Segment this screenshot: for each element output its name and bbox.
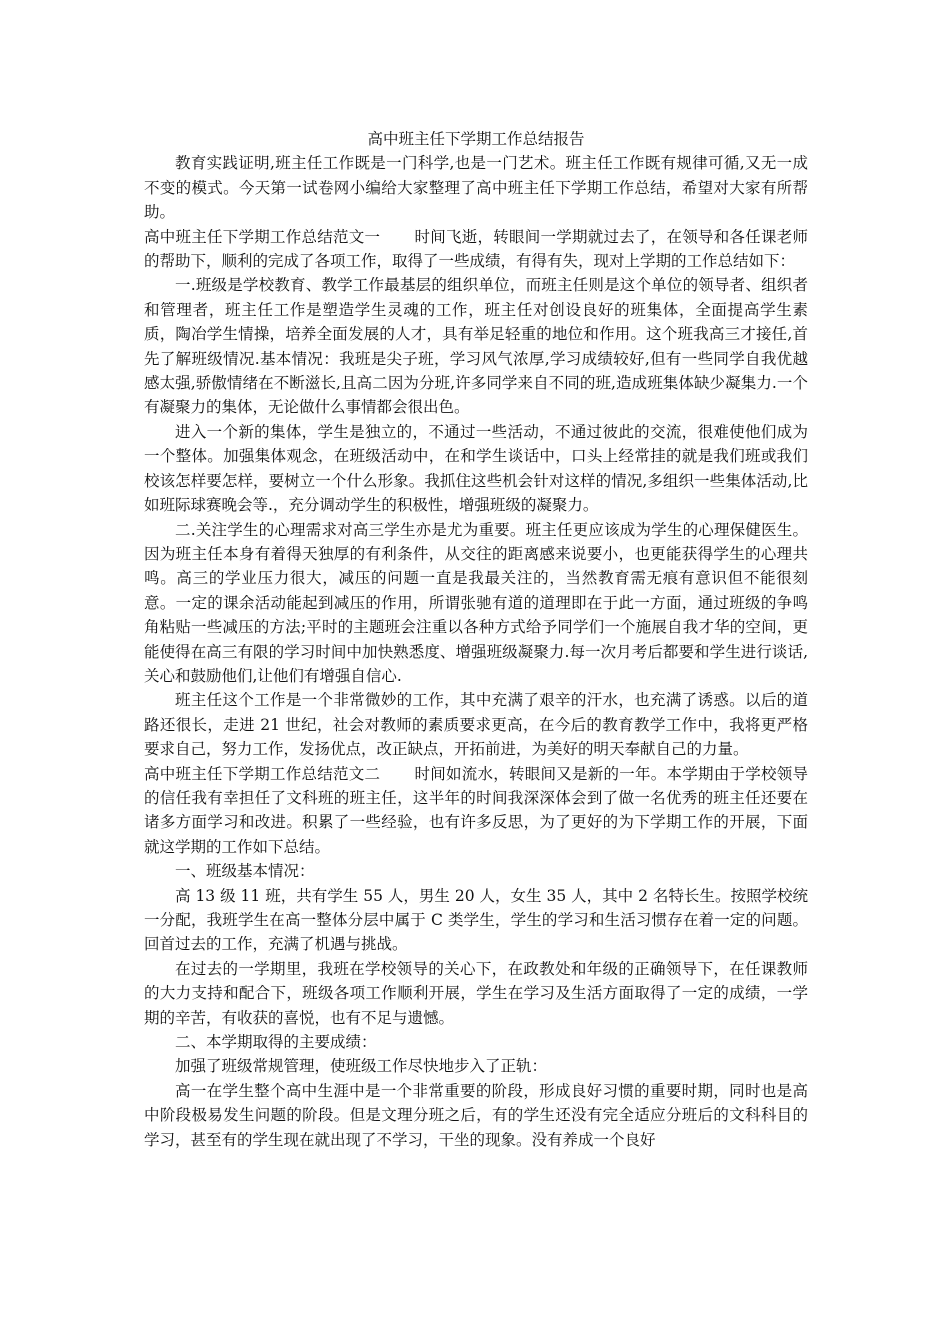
document-page — [144, 127, 808, 1152]
section-1-lead: 时间飞逝，转眼间一学期就过去了，在领导和各任课老师的帮助下，顺利的完成了各项工作，取得了一些成绩，有得有失，现对上学期的工作总结如下： — [144, 227, 808, 271]
section-2-subheading-1: 一、班级基本情况： — [175, 862, 315, 881]
section-1-paragraph — [144, 225, 808, 274]
section-2-paragraph-1: 高 13 级 11 班，共有学生 55 人，男生 20 人，女生 35 人，其中 2 名特长生。按照学校统一分配，我班学生在高一整体分层中属于 C 类学生，学生的学习和生活习惯存在着一定的问题。回首过去的工作，充满了机遇与挑战。 — [144, 886, 808, 954]
section-2-subheading-2: 二、本学期取得的主要成绩： — [175, 1033, 377, 1052]
section-1-paragraph-1: 一.班级是学校教育、教学工作最基层的组织单位，而班主任则是这个单位的领导者、组织者和管理者，班主任工作是塑造学生灵魂的工作，班主任对创设良好的班集体，全面提高学生素质，陶冶学生情操，培养全面发展的人才，具有举足轻重的地位和作用。这个班我高三才接任,首先了解班级情况.基本情况：我班是尖子班，学习风气浓厚,学习成绩较好,但有一些同学自我优越感太强,骄傲情绪在不断滋长,且高二因为分班,许多同学来自不同的班,造成班集体缺少凝集力.一个有凝聚力的集体，无论做什么事情都会很出色。 — [144, 276, 808, 417]
section-2-heading: 高中班主任下学期工作总结范文二 — [144, 764, 381, 783]
document-title: 高中班主任下学期工作总结报告 — [367, 130, 585, 148]
section-1-paragraph-3: 二.关注学生的心理需求对高三学生亦是尤为重要。班主任更应该成为学生的心理保健医生。因为班主任本身有着得天独厚的有利条件，从交往的距离感来说要小，也更能获得学生的心理共鸣。高三的学业压力很大，减压的问题一直是我最关注的，当然教育需无痕有意识但不能很刻意。一定的课余活动能起到减压的作用，所谓张驰有道的道理即在于此一方面，通过班级的争鸣角粘贴一些减压的方法;平时的主题班会注重以各种方式给予同学们一个施展自我才华的空间，更能使得在高三有限的学习时间中加快熟悉度、增强班级凝聚力.每一次月考后都要和学生进行谈话,关心和鼓励他们,让他们有增强自信心. — [144, 520, 808, 685]
section-2-lead: 时间如流水，转眼间又是新的一年。本学期由于学校领导的信任我有幸担任了文科班的班主任，这半年的时间我深深体会到了做一名优秀的班主任还要在诸多方面学习和改进。积累了一些经验，也有许多反思，为了更好的为下学期工作的开展，下面就这学期的工作如下总结。 — [144, 764, 808, 856]
section-2-paragraph-4: 高一在学生整个高中生涯中是一个非常重要的阶段，形成良好习惯的重要时期，同时也是高中阶段极易发生问题的阶段。但是文理分班之后，有的学生还没有完全适应分班后的文科科目的学习，甚至有的学生现在就出现了不学习，干坐的现象。没有养成一个良好 — [144, 1081, 808, 1149]
section-1-paragraph-4: 班主任这个工作是一个非常微妙的工作，其中充满了艰辛的汗水，也充满了诱惑。以后的道路还很长，走进 21 世纪，社会对教师的素质要求更高，在今后的教育教学工作中，我将更严格要求自己，努力工作，发扬优点，改正缺点，开拓前进，为美好的明天奉献自己的力量。 — [144, 691, 808, 759]
section-2-paragraph-2: 在过去的一学期里，我班在学校领导的关心下，在政教处和年级的正确领导下，在任课教师的大力支持和配合下，班级各项工作顺利开展，学生在学习及生活方面取得了一定的成绩，一学期的辛苦，有收获的喜悦，也有不足与遗憾。 — [144, 959, 808, 1027]
section-1-heading: 高中班主任下学期工作总结范文一 — [144, 227, 381, 246]
section-2-paragraph-3: 加强了班级常规管理，使班级工作尽快地步入了正轨： — [175, 1057, 548, 1076]
section-2-paragraph — [144, 762, 808, 860]
section-1-paragraph-2: 进入一个新的集体，学生是独立的，不通过一些活动，不通过彼此的交流，很难使他们成为一个整体。加强集体观念，在班级活动中，在和学生谈话中，口头上经常挂的就是我们班或我们校该怎样要怎样，要树立一个什么形象。我抓住这些机会针对这样的情况,多组织一些集体活动,比如班际球赛晚会等.，充分调动学生的积极性，增强班级的凝聚力。 — [144, 422, 808, 515]
intro-paragraph: 教育实践证明,班主任工作既是一门科学,也是一门艺术。班主任工作既有规律可循,又无一成不变的模式。今天第一试卷网小编给大家整理了高中班主任下学期工作总结，希望对大家有所帮助。 — [144, 154, 808, 222]
